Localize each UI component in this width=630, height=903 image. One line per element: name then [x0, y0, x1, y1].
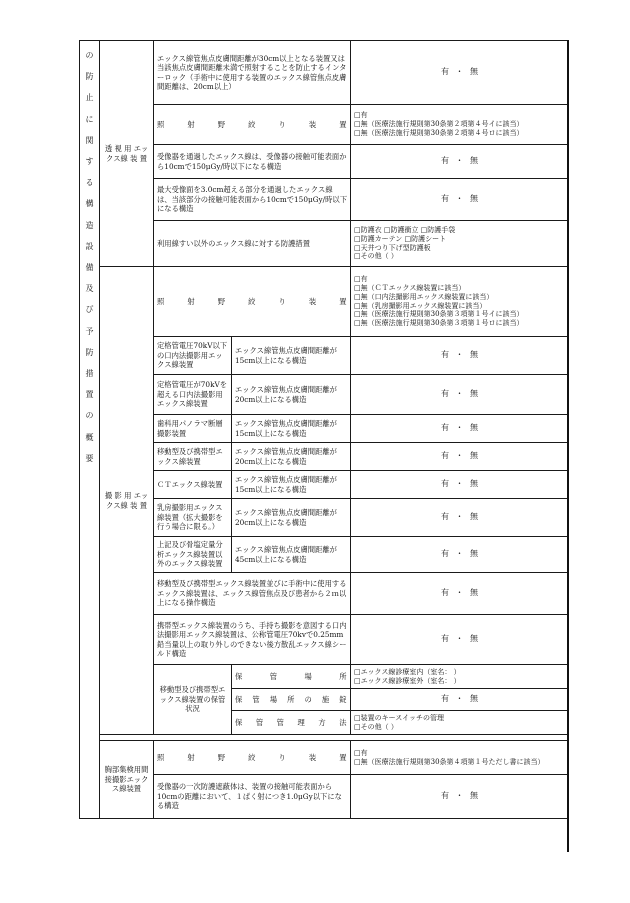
vertical-label-char: る	[85, 178, 94, 188]
fluoro-interlock-answer[interactable]: 有 ・ 無	[351, 41, 569, 105]
device-name: 定格管電圧70kV以下の口内法撮影用エックス線装置	[154, 337, 232, 375]
vertical-section-label	[80, 41, 100, 819]
option-line[interactable]: □無（医療法施行規則第30条第２項第４号ロに該当）	[354, 128, 524, 137]
option-line[interactable]: □無（医療法施行規則第30条第４項第１号ただし書に該当）	[354, 757, 545, 766]
vertical-label-char: 予	[85, 326, 94, 336]
vertical-label-char: 造	[85, 220, 94, 230]
vertical-label-char: 構	[85, 199, 94, 209]
option-line[interactable]: □装置のキースイッチの管理	[354, 713, 444, 722]
vertical-label-char: 措	[85, 369, 94, 379]
fluoro-interlock-text: エックス線管焦点皮膚間距離が30cm以上となる装置又は当該焦点皮膚間距離未満で照射することを防止するインターロック（手術中に使用する装置のエックス線管焦点皮膚間距離は、20cm以上）	[154, 41, 351, 105]
vertical-label-char: す	[85, 157, 94, 167]
device-requirement: エックス線管焦点皮膚間距離が15cm以上になる構造	[232, 415, 351, 443]
device-requirement: エックス線管焦点皮膚間距離が45cm以上になる構造	[232, 537, 351, 573]
option-line[interactable]: □その他（ ）	[354, 252, 398, 261]
page-right-border	[567, 40, 569, 852]
inspection-form-table	[79, 40, 569, 819]
option-line[interactable]: □有	[354, 748, 368, 757]
vertical-label-char: 要	[85, 453, 94, 463]
vertical-label-char: 備	[85, 263, 94, 273]
option-line[interactable]: □エックス線診療室内（室名： ）	[354, 667, 461, 676]
device-name: 定格管電圧が70kVを超える口内法撮影用エックス線装置	[154, 375, 232, 415]
storage-status-label: 移動型及び携帯型エックス線装置の保管状況	[154, 665, 232, 735]
storage-place-label: 保 管 場 所	[232, 665, 351, 689]
option-line[interactable]: □エックス線診療室外（室名： ）	[354, 676, 461, 685]
device-requirement: エックス線管焦点皮膚間距離が20cm以上になる構造	[232, 443, 351, 471]
storage-place-options[interactable]	[351, 665, 569, 689]
option-line[interactable]: □防護衣 □防護衝立 □防護手袋	[354, 226, 456, 234]
fluoro-receptor-text: 受像器を通過したエックス線は、受像器の接触可能表面から10cmで150μGy/時以下になる構造	[154, 145, 351, 179]
chest-barrier-text: 受像器の一次防護遮蔽体は、装置の接触可能表面から10cmの距離において、１ぱく射につき1.0μGy以下になる構造	[154, 775, 351, 819]
vertical-label-char: 概	[85, 432, 94, 442]
device-answer[interactable]: 有 ・ 無	[351, 415, 569, 443]
vertical-label-char: に	[85, 114, 94, 124]
vertical-label-char: の	[85, 51, 94, 60]
fluoro-collimator-label: 照 射 野 絞 り 装 置	[154, 105, 351, 145]
device-answer[interactable]: 有 ・ 無	[351, 375, 569, 415]
fluoro-maxarea-answer[interactable]: 有 ・ 無	[351, 179, 569, 221]
vertical-label-char: 置	[85, 390, 94, 400]
device-name: 上記及び骨塩定量分析エックス線装置以外のエックス線装置	[154, 537, 232, 573]
storage-method-options[interactable]	[351, 711, 569, 735]
option-line[interactable]: □無（医療法施行規則第30条第２項第４号イに該当）	[354, 120, 524, 129]
vertical-label-char: び	[85, 305, 94, 315]
vertical-label-char: 防	[85, 347, 94, 357]
device-name: 歯科用パノラマ断層撮影装置	[154, 415, 232, 443]
option-line[interactable]: □有	[354, 111, 368, 120]
surgery-distance-text: 移動型及び携帯型エックス線装置並びに手術中に使用するエックス線装置は、エックス線管焦点及び患者から２ｍ以上になる操作構造	[154, 573, 351, 615]
vertical-label-char: 設	[85, 241, 94, 251]
vertical-label-char: 止	[85, 93, 94, 103]
vertical-label-char: 及	[85, 284, 94, 294]
option-line[interactable]: □有	[354, 275, 368, 284]
device-requirement: エックス線管焦点皮膚間距離が15cm以上になる構造	[232, 471, 351, 499]
fluoro-other-protection-text: 利用線すい以外のエックス線に対する防護措置	[154, 221, 351, 267]
radiography-collimator-label: 照 射 野 絞 り 装 置	[154, 267, 351, 337]
fluoro-receptor-answer[interactable]: 有 ・ 無	[351, 145, 569, 179]
device-answer[interactable]: 有 ・ 無	[351, 499, 569, 537]
storage-method-label: 保 管 管 理 方 法	[232, 711, 351, 735]
device-name: 移動型及び携帯型エックス線装置	[154, 443, 232, 471]
option-line[interactable]: □無（医療法施行規則第30条第３項第１号イに該当）	[354, 310, 524, 319]
device-answer[interactable]: 有 ・ 無	[351, 471, 569, 499]
vertical-label-char: 防	[85, 72, 94, 82]
device-answer[interactable]: 有 ・ 無	[351, 337, 569, 375]
device-requirement: エックス線管焦点皮膚間距離が20cm以上になる構造	[232, 499, 351, 537]
radiography-category-label: 撮 影 用 エックス線 装 置	[100, 267, 154, 735]
option-line[interactable]: □無（口内法撮影用エックス線装置に該当）	[354, 292, 494, 301]
storage-lock-label: 保 管 場 所 の 施 錠	[232, 689, 351, 711]
chest-barrier-answer[interactable]: 有 ・ 無	[351, 775, 569, 819]
device-name: ＣＴエックス線装置	[154, 471, 232, 499]
option-line[interactable]: □無（医療法施行規則第30条第３項第１号ロに該当）	[354, 319, 524, 327]
fluoro-maxarea-text: 最大受像面を3.0cm超える部分を通過したエックス線は、当該部分の接触可能表面から10cmで150μGy/時以下になる構造	[154, 179, 351, 221]
fluoro-category-label: 透 視 用 エックス線 装 置	[100, 41, 154, 267]
device-answer[interactable]: 有 ・ 無	[351, 443, 569, 471]
device-answer[interactable]: 有 ・ 無	[351, 537, 569, 573]
radiography-collimator-options[interactable]	[351, 267, 569, 337]
vertical-label-char: の	[85, 411, 94, 421]
device-requirement: エックス線管焦点皮膚間距離が20cm以上になる構造	[232, 375, 351, 415]
device-name: 乳房撮影用エックス線装置（拡大撮影を行う場合に限る。）	[154, 499, 232, 537]
option-line[interactable]: □天井つり下げ型防護板	[354, 243, 431, 252]
storage-lock-answer[interactable]: 有 ・ 無	[351, 689, 569, 711]
option-line[interactable]: □無（乳房撮影用エックス線装置に該当）	[354, 301, 487, 310]
vertical-label-char: 関	[85, 135, 94, 145]
handheld-shield-text: 携帯型エックス線装置のうち、手持ち撮影を意図する口内法撮影用エックス線装置は、公称管電圧70kvで0.25mm鉛当量以上の取り外しのできない後方散乱エックス線シールド構造	[154, 615, 351, 665]
option-line[interactable]: □無（ＣＴエックス線装置に該当）	[354, 284, 466, 292]
chest-collimator-options[interactable]	[351, 741, 569, 775]
device-requirement: エックス線管焦点皮膚間距離が15cm以上になる構造	[232, 337, 351, 375]
chest-collimator-label: 照 射 野 絞 り 装 置	[154, 741, 351, 775]
surgery-distance-answer[interactable]: 有 ・ 無	[351, 573, 569, 615]
chest-category-label: 胸部集検用間接撮影エックス線装置	[100, 741, 154, 819]
option-line[interactable]: □その他（ ）	[354, 722, 398, 731]
fluoro-other-protection-options[interactable]	[351, 221, 569, 267]
option-line[interactable]: □防護カーテン □防護シート	[354, 234, 447, 243]
fluoro-collimator-options[interactable]	[351, 105, 569, 145]
handheld-shield-answer[interactable]: 有 ・ 無	[351, 615, 569, 665]
